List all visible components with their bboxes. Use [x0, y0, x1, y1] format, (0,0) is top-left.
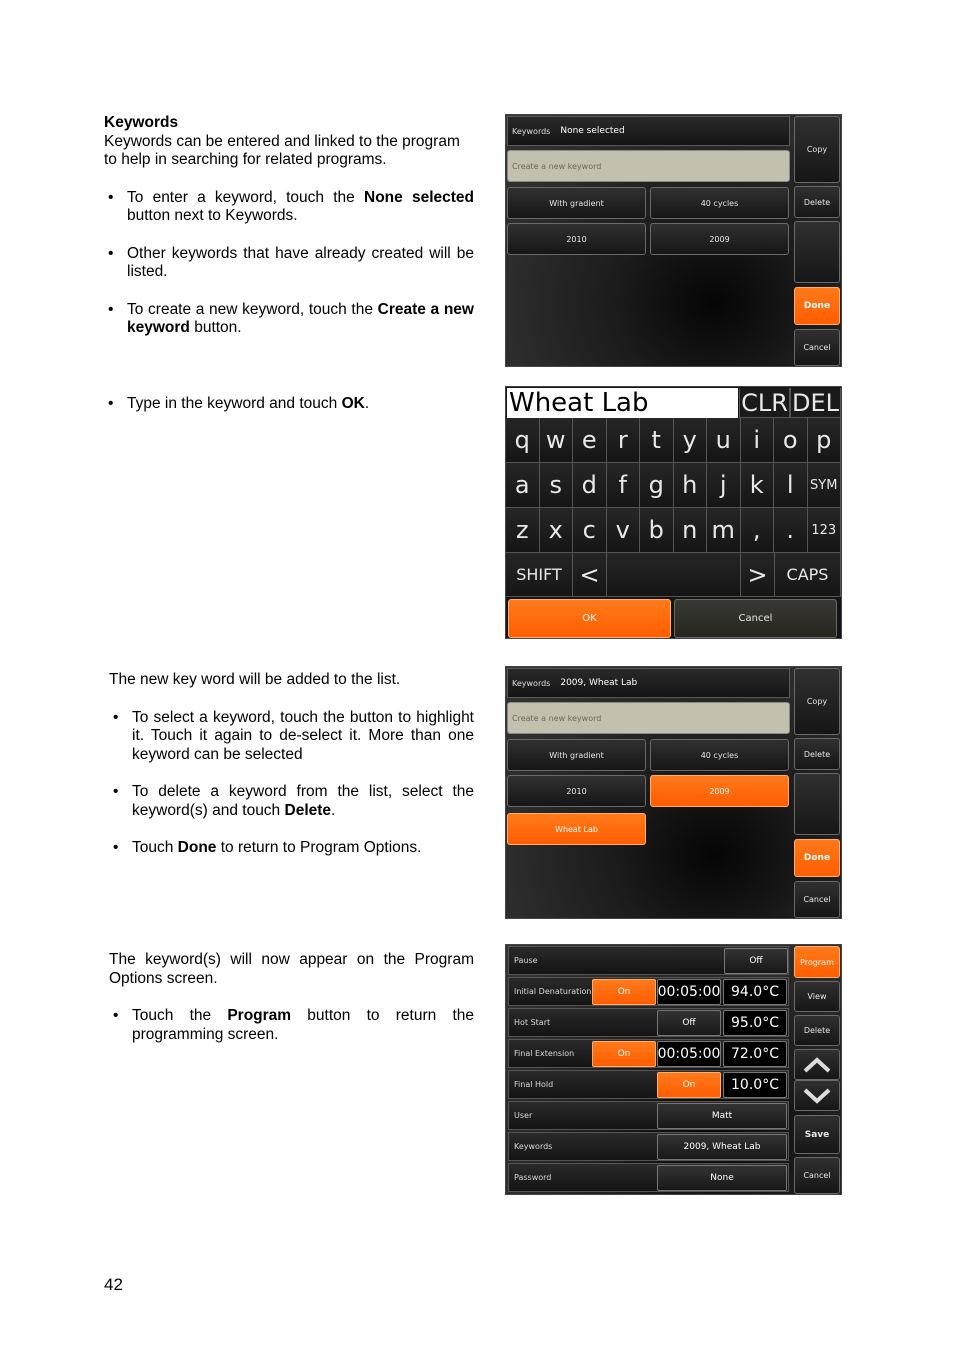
keyword-button[interactable]: 2010	[507, 223, 646, 255]
state-toggle[interactable]: On	[592, 1041, 656, 1067]
keyword-button[interactable]: 2010	[507, 775, 646, 807]
options-cancel-button[interactable]: Cancel	[794, 1157, 840, 1194]
keyword-input[interactable]: Wheat Lab	[507, 388, 738, 418]
cursor-left-key[interactable]: <	[573, 553, 607, 597]
key[interactable]: w	[540, 418, 574, 463]
keyword-panel-1	[505, 114, 842, 367]
key[interactable]: 123	[808, 508, 842, 553]
program-options-panel	[505, 944, 842, 1195]
option-row	[508, 946, 789, 975]
key[interactable]: g	[640, 463, 674, 508]
delete-button[interactable]: Delete	[794, 738, 840, 770]
cancel-button[interactable]: Cancel	[794, 329, 840, 366]
key[interactable]: k	[741, 463, 775, 508]
key[interactable]: d	[573, 463, 607, 508]
key[interactable]: v	[607, 508, 641, 553]
bullet-create-keyword: • To create a new keyword, touch the Create a new keyword button.	[104, 301, 474, 338]
scroll-up-button[interactable]	[794, 1049, 840, 1080]
state-toggle[interactable]: On	[657, 1072, 721, 1098]
key[interactable]: f	[607, 463, 641, 508]
keywords-value-button[interactable]: 2009, Wheat Lab	[560, 678, 638, 688]
program-button[interactable]: Program	[794, 946, 840, 978]
create-keyword-button[interactable]: Create a new keyword	[507, 150, 790, 182]
keyword-button[interactable]: With gradient	[507, 187, 646, 219]
keyword-button-selected[interactable]: Wheat Lab	[507, 813, 646, 845]
keywords-bar[interactable]	[507, 668, 790, 698]
option-label: User	[514, 1111, 533, 1120]
keywords-heading: Keywords	[104, 114, 179, 131]
key[interactable]: u	[707, 418, 741, 463]
keyboard-panel	[505, 386, 842, 639]
page-number: 42	[104, 1275, 123, 1294]
temperature-field[interactable]: 10.0°C	[723, 1072, 787, 1098]
program-options-section	[109, 951, 474, 1044]
blank-button[interactable]	[794, 773, 840, 835]
time-field[interactable]: 00:05:00	[657, 979, 721, 1005]
option-row	[508, 1101, 789, 1130]
key[interactable]: z	[506, 508, 540, 553]
key[interactable]: q	[506, 418, 540, 463]
type-keyword-section	[104, 395, 474, 414]
keyword-button-selected[interactable]: 2009	[650, 775, 789, 807]
key[interactable]: r	[607, 418, 641, 463]
option-row	[508, 1039, 789, 1068]
chevron-down-icon	[802, 1087, 832, 1105]
bullet-type-keyword: • Type in the keyword and touch OK.	[104, 395, 474, 414]
state-toggle[interactable]: Off	[657, 1010, 721, 1036]
copy-button[interactable]: Copy	[794, 116, 840, 183]
key[interactable]: h	[674, 463, 708, 508]
keywords-label: Keywords	[512, 126, 551, 136]
key[interactable]: c	[573, 508, 607, 553]
value-field[interactable]: Matt	[657, 1103, 787, 1129]
value-field[interactable]: None	[657, 1165, 787, 1191]
keyword-button[interactable]: 40 cycles	[650, 739, 789, 771]
bullet-delete-keyword: • To delete a keyword from the list, select the keyword(s) and touch Delete.	[109, 783, 474, 820]
key[interactable]: n	[674, 508, 708, 553]
clr-key[interactable]: CLR	[739, 388, 790, 418]
option-label: Final Hold	[514, 1080, 554, 1089]
option-row	[508, 1008, 789, 1037]
key[interactable]: l	[774, 463, 808, 508]
delete-button[interactable]: Delete	[794, 186, 840, 218]
keywords-section	[104, 114, 474, 338]
state-toggle[interactable]: On	[592, 979, 656, 1005]
bullet-select-keyword: • To select a keyword, touch the button to highlight it. Touch it again to de-select it. More than one keyword can be selected	[109, 709, 474, 765]
key[interactable]: ,	[741, 508, 775, 553]
option-label: Pause	[514, 956, 538, 965]
shift-key[interactable]: SHIFT	[506, 553, 573, 597]
key[interactable]: b	[640, 508, 674, 553]
keyword-button[interactable]: 40 cycles	[650, 187, 789, 219]
options-delete-button[interactable]: Delete	[794, 1015, 840, 1046]
cursor-right-key[interactable]: >	[741, 553, 775, 597]
key[interactable]: .	[774, 508, 808, 553]
time-field[interactable]: 00:05:00	[657, 1041, 721, 1067]
key[interactable]: o	[774, 418, 808, 463]
key[interactable]: t	[640, 418, 674, 463]
option-row	[508, 1070, 789, 1099]
option-row	[508, 977, 789, 1006]
select-keyword-section	[109, 671, 474, 858]
value-field[interactable]: 2009, Wheat Lab	[657, 1134, 787, 1160]
space-key[interactable]	[607, 553, 741, 597]
option-label: Initial Denaturation	[514, 987, 592, 996]
key[interactable]: e	[573, 418, 607, 463]
keyword-button[interactable]: 2009	[650, 223, 789, 255]
appear-note: The keyword(s) will now appear on the Program Options screen.	[109, 951, 474, 987]
option-label: Keywords	[514, 1142, 553, 1151]
key[interactable]: s	[540, 463, 574, 508]
key[interactable]: i	[741, 418, 775, 463]
temperature-field[interactable]: 72.0°C	[723, 1041, 787, 1067]
keyword-button[interactable]: With gradient	[507, 739, 646, 771]
key[interactable]: j	[707, 463, 741, 508]
ok-button[interactable]: OK	[508, 599, 671, 638]
chevron-up-icon	[802, 1056, 832, 1074]
temperature-field[interactable]: 94.0°C	[723, 979, 787, 1005]
key[interactable]: p	[808, 418, 842, 463]
option-row	[508, 1132, 789, 1161]
bullet-other-keywords: • Other keywords that have already created will be listed.	[104, 245, 474, 282]
view-button[interactable]: View	[794, 981, 840, 1012]
temperature-field[interactable]: 95.0°C	[723, 1010, 787, 1036]
copy-button[interactable]: Copy	[794, 668, 840, 735]
cancel-button[interactable]: Cancel	[794, 881, 840, 918]
keywords-intro: Keywords can be entered and linked to the program to help in searching for related programs.	[104, 132, 460, 168]
key[interactable]: a	[506, 463, 540, 508]
bullet-program: • Touch the Program button to return the programming screen.	[109, 1007, 474, 1044]
scroll-down-button[interactable]	[794, 1080, 840, 1111]
keywords-label: Keywords	[512, 678, 551, 688]
key[interactable]: SYM	[808, 463, 842, 508]
option-row	[508, 1163, 789, 1192]
added-note: The new key word will be added to the list.	[109, 671, 401, 688]
option-label: Final Extension	[514, 1049, 575, 1058]
option-label: Hot Start	[514, 1018, 551, 1027]
blank-button[interactable]	[794, 221, 840, 283]
option-label: Password	[514, 1173, 552, 1182]
key[interactable]: m	[707, 508, 741, 553]
keyboard-cancel-button[interactable]: Cancel	[674, 599, 837, 638]
done-button[interactable]: Done	[794, 839, 840, 877]
save-button[interactable]: Save	[794, 1115, 840, 1154]
bullet-enter-keyword: • To enter a keyword, touch the None selected button next to Keywords.	[104, 189, 474, 226]
key[interactable]: x	[540, 508, 574, 553]
keywords-bar[interactable]	[507, 116, 790, 146]
create-keyword-button[interactable]: Create a new keyword	[507, 702, 790, 734]
del-key[interactable]: DEL	[791, 388, 839, 417]
key[interactable]: y	[674, 418, 708, 463]
state-toggle[interactable]: Off	[724, 948, 788, 974]
none-selected-button[interactable]: None selected	[560, 126, 625, 136]
caps-key[interactable]: CAPS	[775, 553, 841, 597]
keyword-panel-2	[505, 666, 842, 919]
bullet-done: • Touch Done to return to Program Options.	[109, 839, 474, 858]
done-button[interactable]: Done	[794, 287, 840, 325]
